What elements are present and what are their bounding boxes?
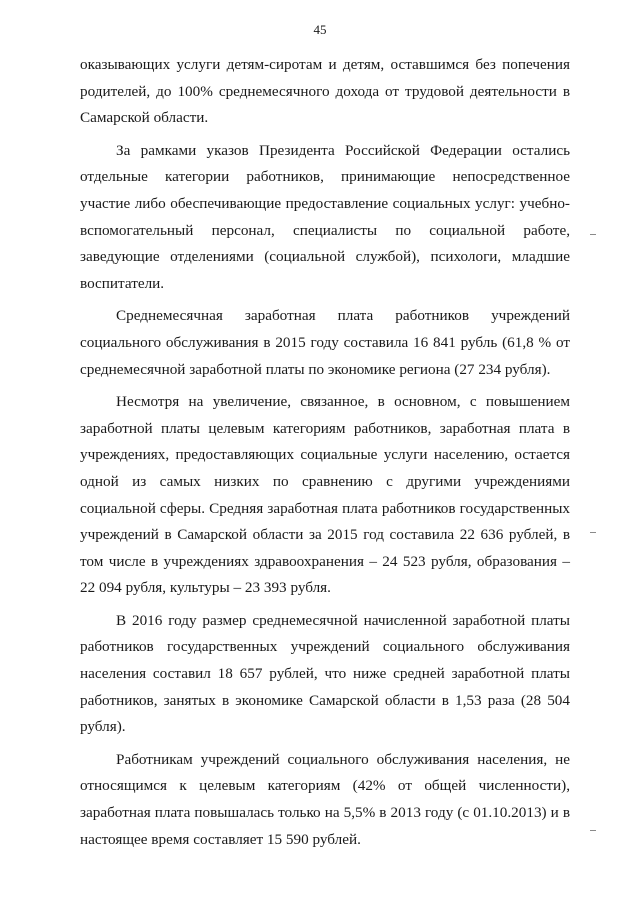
paragraph-non-target-categories: Работникам учреждений социального обслуживания населения, не относящимся к целевым категориям (42% от общей численности), заработная плата повышалась только на 5,5% в 2013 году (с 01.10.2013) и в настоящее время составляет 15 590 рублей. [80, 750, 570, 848]
document-body [80, 52, 570, 859]
scan-artifact [590, 830, 596, 831]
paragraph-average-salary-2015: Среднемесячная заработная плата работников учреждений социального обслуживания в 2015 году составила 16 841 рубль (61,8 % от среднемесячной заработной платы по экономике региона (27 234 рубля). [80, 307, 570, 378]
paragraph-salary-2016: В 2016 году размер среднемесячной начисленной заработной платы работников государственных учреждений социального обслуживания населения составил 18 657 рублей, что ниже средней заработной платы работников, занятых в экономике Самарской области в 1,53 раза (28 504 рубля). [80, 611, 570, 736]
scan-artifact [590, 234, 596, 235]
paragraph-excluded-categories: За рамками указов Президента Российской Федерации остались отдельные категории работников, принимающие непосредственное участие либо обеспечивающие предоставление социальных услуг: учебно-вспомогательный персонал, специалисты по социальной работе, заведующие отделениями (социальной службой), психологи, младшие воспитатели. [80, 141, 570, 292]
paragraph-continuation: оказывающих услуги детям-сиротам и детям, оставшимся без попечения родителей, до 100% среднемесячного дохода от трудовой деятельности в Самарской области. [80, 56, 570, 127]
scan-artifact [590, 532, 596, 533]
paragraph-salary-comparison: Несмотря на увеличение, связанное, в основном, с повышением заработной платы целевым категориям работников, заработная плата в учреждениях, предоставляющих социальные услуги населению, остается одной из самых низких по сравнению с другими учреждениями социальной сферы. Средняя заработная плата работников государственных учреждений в Самарской области за 2015 год составила 22 636 рублей, в том числе в учреждениях здравоохранения – 24 523 рубля, образования – 22 094 рубля, культуры – 23 393 рубля. [80, 393, 570, 597]
page-number: 45 [313, 22, 327, 37]
